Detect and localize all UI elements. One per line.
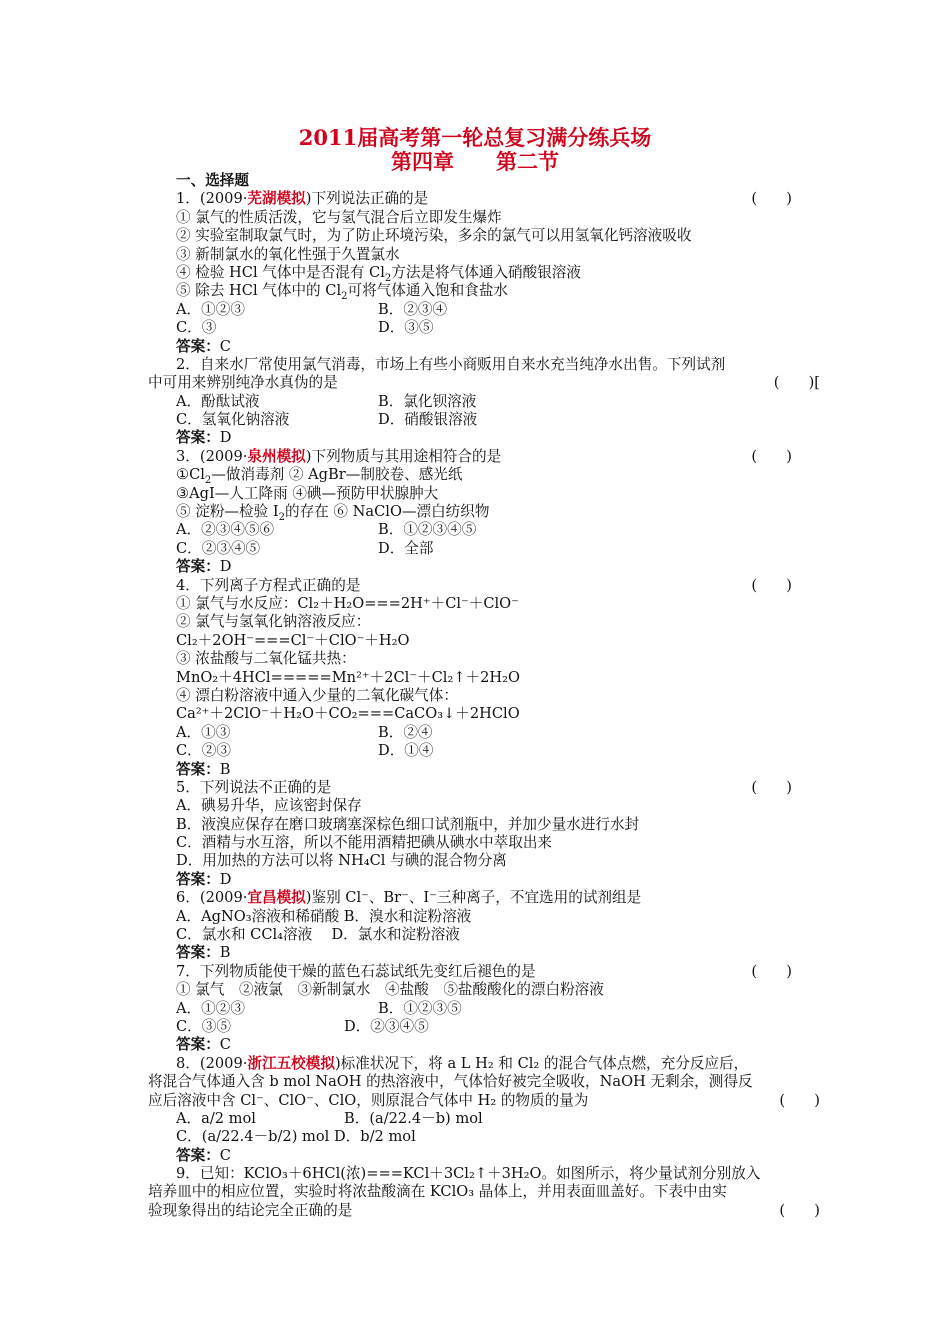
question-1-stem: 1．(2009·芜湖模拟)下列说法正确的是 ( ) [176,190,792,208]
q8-answer: 答案：C [176,1146,231,1164]
question-8-stem-cont: 将混合气体通入含 b mol NaOH 的热溶液中，气体恰好被完全吸收，NaOH 无剩余，测得反 [148,1073,753,1091]
q4-item: ④ 漂白粉溶液中通入少量的二氧化碳气体： [176,686,458,704]
question-8-stem: 8．(2009·浙江五校模拟)标准状况下，将 a L H₂ 和 Cl₂ 的混合气体点燃，充分反应后， [176,1054,749,1072]
q1-options-ab: A．①②③ B．②③④ [176,300,448,318]
q2-options-ab: A．酚酞试液 B．氯化钡溶液 [176,392,477,410]
q6-answer: 答案：B [176,944,231,962]
q7-answer: 答案：C [176,1036,231,1054]
q5-option: D．用加热的方法可以将 NH₄Cl 与碘的混合物分离 [176,852,507,870]
question-5-stem: 5．下列说法不正确的是 ( ) [176,778,792,796]
q3-item: ③AgI—人工降雨 ④碘—预防甲状腺肿大 [176,484,439,502]
q4-options-ab: A．①③ B．②④ [176,723,433,741]
q4-item: ③ 浓盐酸与二氧化锰共热： [176,650,356,668]
answer-paren: ( ) [751,190,792,208]
q5-answer: 答案：D [176,870,232,888]
question-list [148,172,820,1220]
q7-items: ① 氯气 ②液氯 ③新制氯水 ④盐酸 ⑤盐酸酸化的漂白粉溶液 [176,981,604,999]
q1-item: ① 氯气的性质活泼，它与氢气混合后立即发生爆炸 [176,208,502,226]
q3-options-cd: C．②③④⑤ D．全部 [176,539,434,557]
q1-answer: 答案：C [176,337,231,355]
q4-options-cd: C．②③ D．①④ [176,742,434,760]
q1-item: ② 实验室制取氯气时，为了防止环境污染，多余的氯气可以用氢氧化钙溶液吸收 [176,227,692,245]
q5-option: A．碘易升华，应该密封保存 [176,797,362,815]
question-4-stem: 4．下列离子方程式正确的是 ( ) [176,576,792,594]
q6-options-ab: A．AgNO₃溶液和稀硝酸 B．溴水和淀粉溶液 [176,907,472,925]
q4-item: ② 氯气与氢氧化钠溶液反应： [176,613,371,631]
chapter-title: 第四章 第二节 [391,149,559,174]
question-6-stem: 6．(2009·宜昌模拟)鉴别 Cl⁻、Br⁻、I⁻三种离子，不宜选用的试剂组是 [176,889,642,907]
q4-equation: MnO₂＋4HCl=====Mn²⁺＋2Cl⁻＋Cl₂↑＋2H₂O [176,668,520,686]
q6-options-cd: C．氯水和 CCl₄溶液 D．氯水和淀粉溶液 [176,926,460,944]
question-9-stem: 9．已知：KClO₃＋6HCl(浓)===KCl＋3Cl₂↑＋3H₂O。如图所示，将少量试剂分别放入 [176,1165,761,1183]
q4-equation: Cl₂＋2OH⁻===Cl⁻＋ClO⁻＋H₂O [176,631,410,649]
question-3-stem: 3．(2009·泉州模拟)下列物质与其用途相符合的是 ( ) [176,447,792,465]
q3-item: ⑤ 淀粉—检验 $I_2$的存在 ⑥ NaClO—漂白纺织物 [176,503,490,523]
q8-options-cd: C．(a/22.4－b/2) mol D．b/2 mol [176,1128,416,1146]
section-heading: 一、选择题 [176,172,249,189]
q7-options-cd: C．③⑤ D．②③④⑤ [176,1017,429,1035]
q7-options-ab: A．①②③ B．①②③⑤ [176,999,462,1017]
q5-option: B．液溴应保存在磨口玻璃塞深棕色细口试剂瓶中，并加少量水进行水封 [176,815,640,833]
q5-option: C．酒精与水互溶，所以不能用酒精把碘从碘水中萃取出来 [176,834,553,852]
q4-equation: Ca²⁺＋2ClO⁻＋H₂O＋CO₂===CaCO₃↓＋2HClO [176,705,520,723]
question-2-stem-cont: 中可用来辨别纯净水真伪的是 ( )[ [148,374,820,392]
question-9-stem-cont: 验现象得出的结论完全正确的是 ( ) [148,1201,820,1219]
q1-item: ④ 检验 HCl 气体中是否混有 $Cl_2$方法是将气体通入硝酸银溶液 [176,263,581,284]
q8-options-ab: A．a/2 mol B．(a/22.4－b) mol [176,1109,483,1127]
question-7-stem: 7．下列物质能使干燥的蓝色石蕊试纸先变红后褪色的是 ( ) [176,962,792,980]
q4-answer: 答案：B [176,760,231,778]
q3-options-ab: A．②③④⑤⑥ B．①②③④⑤ [176,521,477,539]
q4-item: ① 氯气与水反应：Cl₂＋H₂O===2H⁺＋Cl⁻＋ClO⁻ [176,594,519,612]
q3-answer: 答案：D [176,558,232,576]
q1-item: ③ 新制氯水的氧化性强于久置氯水 [176,245,400,263]
document-title: 2011届高考第一轮总复习满分练兵场 [298,125,652,150]
q2-options-cd: C．氢氧化钠溶液 D．硝酸银溶液 [176,411,478,429]
q1-item: ⑤ 除去 HCl 气体中的 $Cl_2$可将气体通入饱和食盐水 [176,282,509,303]
q1-options-cd: C．③ D．③⑤ [176,319,434,337]
q3-item: $①Cl_2—$做消毒剂 ② AgBr—制胶卷、感光纸 [176,466,463,487]
question-9-stem-cont: 培养皿中的相应位置，实验时将浓盐酸滴在 KClO₃ 晶体上，并用表面皿盖好。下表中由实 [148,1183,727,1201]
q2-answer: 答案：D [176,429,232,447]
question-2-stem: 2．自来水厂常使用氯气消毒，市场上有些小商贩用自来水充当纯净水出售。下列试剂 [176,355,726,373]
question-8-stem-cont: 应后溶液中含 Cl⁻、ClO⁻、ClO，则原混合气体中 H₂ 的物质的量为 ( ) [148,1091,820,1109]
